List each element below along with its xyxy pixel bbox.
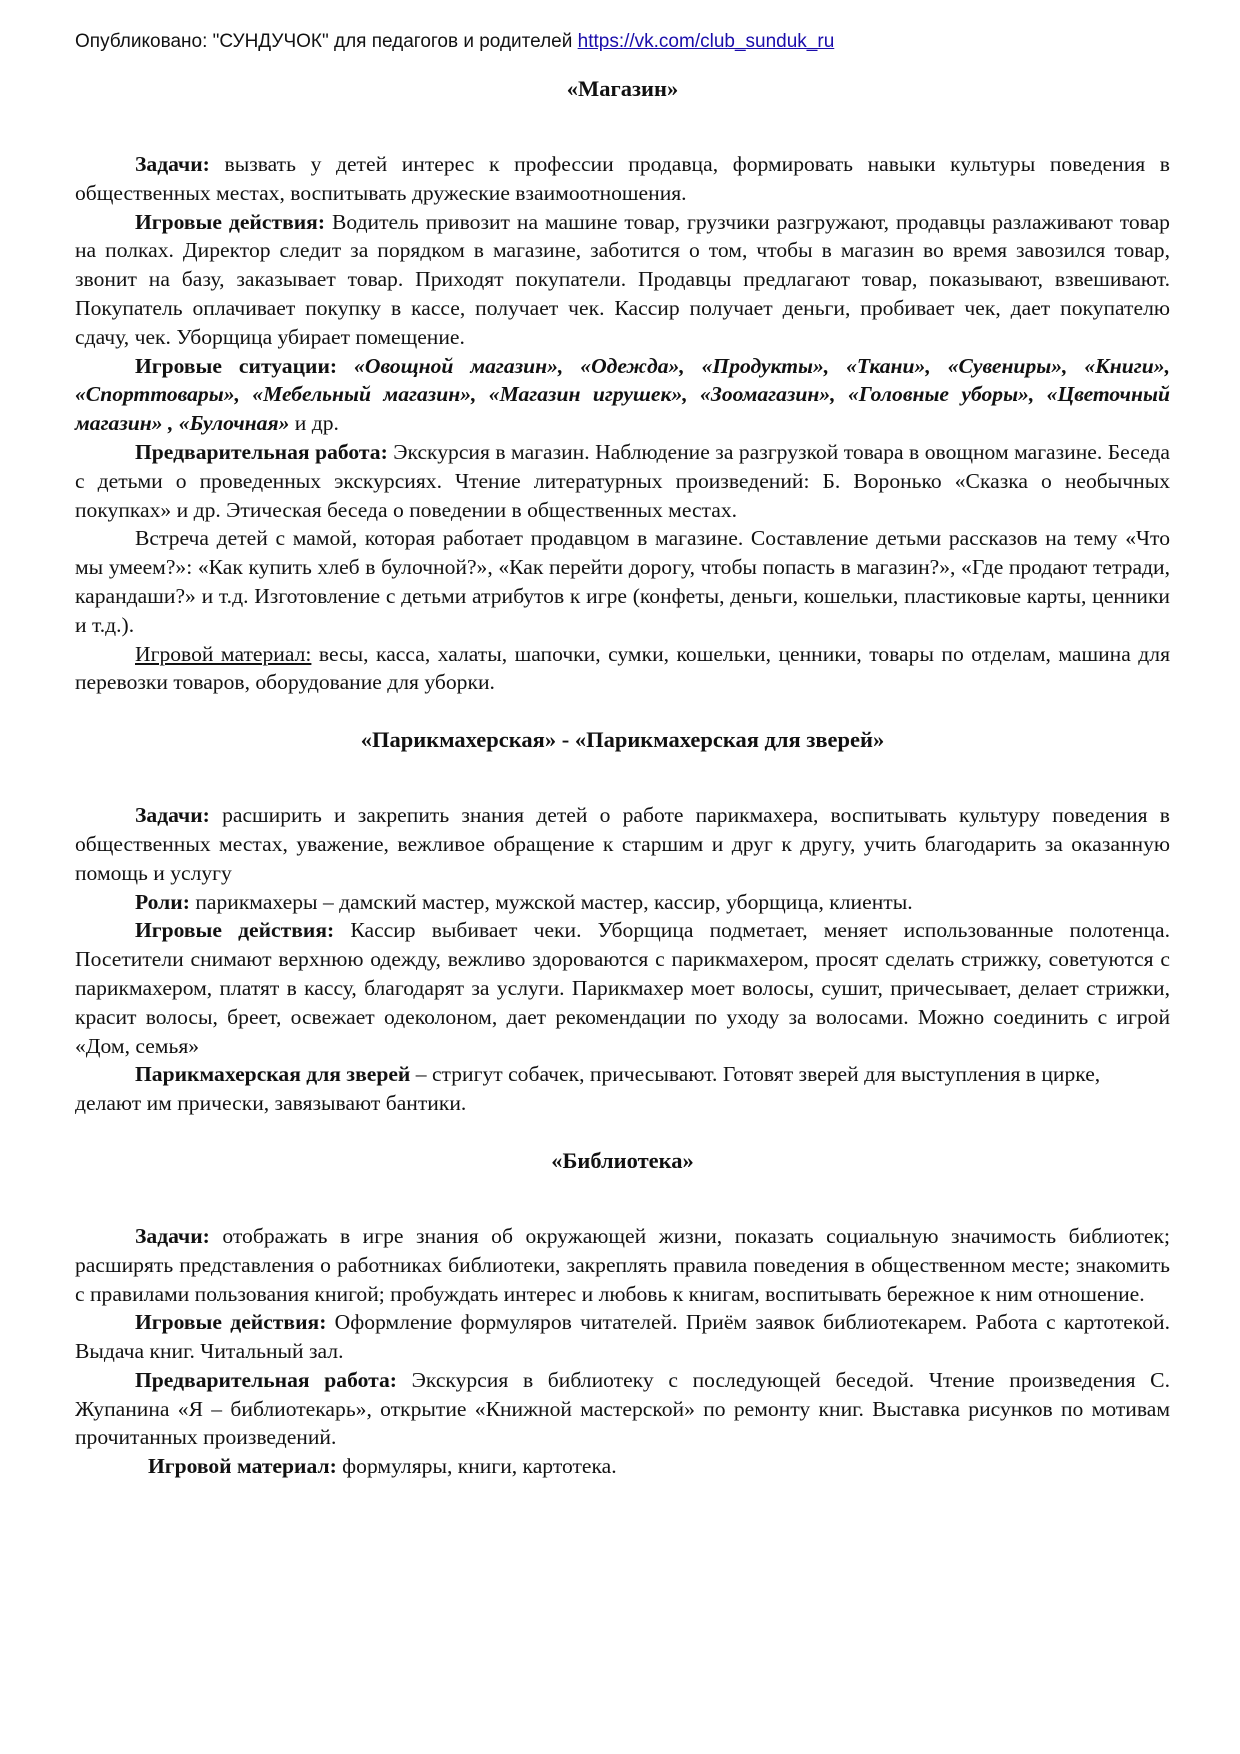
section-title-library: «Библиотека» (551, 1147, 694, 1173)
barber-animals-text: – стригут собачек, причесывают. Готовят зверей для выступления в цирке, делают им прически, завязывают бантики. (75, 1062, 1101, 1116)
section-title-shop: «Магазин» (566, 76, 679, 101)
library-actions-label: Игровые действия: (135, 1310, 327, 1335)
shop-prep-text: Экскурсия в магазин. Наблюдение за разгрузкой товара в овощном магазине. Беседа с детьми о проведенных экскурсиях. Чтение литературных произведений: Б. Воронько «Сказка о необычных покупках» и др. Этическая беседа о поведении в общественных местах. (75, 439, 1170, 522)
library-prep-label: Предварительная работа: (135, 1367, 397, 1392)
library-actions-text: Оформление формуляров читателей. Приём заявок библиотекарем. Работа с картотекой. Выдача книг. Читальный зал. (75, 1310, 1170, 1364)
shop-meeting: Встреча детей с мамой, которая работает продавцом в магазине. Составление детьми рассказов на тему «Что мы умеем?»: «Как купить хлеб в булочной?», «Как перейти дорогу, чтобы попасть в магазин?», «Где продают тетради, карандаши?» и т.д. Изготовление с детьми атрибутов к игре (конфеты, деньги, кошельки, пластиковые карты, ценники и т.д.). (75, 526, 1170, 637)
section-shop (75, 74, 1170, 697)
shop-situations-list: «Овощной магазин», «Одежда», «Продукты», «Ткани», «Сувениры», «Книги», «Спорттовары», «Мебельный магазин», «Магазин игрушек», «Зоомагазин», «Головные уборы», «Цветочный магазин» , «Булочная» (75, 353, 1170, 436)
library-tasks-text: отображать в игре знания об окружающей жизни, показать социальную значимость библиотек; расширять представления о работниках библиотеки, закреплять правила поведения в общественном месте; знакомить с правилами пользования книгой; пробуждать интерес и любовь к книгам, воспитывать бережное к ним отношение. (75, 1223, 1170, 1306)
library-prep-text: Экскурсия в библиотеку с последующей беседой. Чтение произведения С. Жупанина «Я – библиотекарь», открытие «Книжной мастерской» по ремонту книг. Выставка рисунков по мотивам прочитанных произведений. (75, 1367, 1170, 1450)
library-material-label: Игровой материал: (148, 1454, 337, 1479)
publisher-text: Опубликовано: "СУНДУЧОК" для педагогов и родителей (75, 31, 578, 52)
barber-tasks-label: Задачи: (135, 803, 210, 828)
shop-tasks (75, 150, 1170, 208)
library-actions (75, 1308, 1170, 1366)
shop-actions-text: Водитель привозит на машине товар, грузчики разгружают, продавцы разлаживают товар на полках. Директор следит за порядком в магазине, заботится о том, чтобы в магазин во время завозился товар, звонит на базу, заказывает товар. Приходят покупатели. Продавцы предлагают товар, показывают, взвешивают. Покупатель оплачивает покупку в кассе, получает чек. Кассир получает деньги, пробивает чек, дает покупателю сдачу, чек. Уборщица убирает помещение. (75, 209, 1170, 349)
document-body (75, 74, 1170, 1481)
barber-actions (75, 916, 1170, 1060)
shop-situations-label: Игровые ситуации: (135, 353, 338, 378)
barber-tasks-text: расширить и закрепить знания детей о работе парикмахера, воспитывать культуру поведения в общественных местах, уважение, вежливое обращение к старшим и друг к другу, учить благодарить за оказанную помощь и услугу (75, 803, 1170, 885)
shop-tasks-label: Задачи: (135, 152, 210, 176)
shop-prep-label: Предварительная работа: (135, 439, 388, 464)
shop-material-text: весы, касса, халаты, шапочки, сумки, кошельки, ценники, товары по отделам, машина для перевозки товаров, оборудование для уборки. (75, 641, 1171, 695)
shop-material-label: Игровой материал: (135, 641, 312, 666)
publisher-header (75, 30, 1175, 54)
barber-roles-label: Роли: (135, 889, 190, 914)
shop-situations (75, 352, 1170, 438)
barber-roles (75, 888, 1170, 917)
shop-prep (75, 438, 1170, 524)
barber-animals-label: Парикмахерская для зверей (135, 1062, 411, 1087)
section-library (75, 1146, 1170, 1481)
shop-material (75, 640, 1170, 698)
library-material (75, 1452, 1170, 1481)
library-tasks-label: Задачи: (135, 1223, 210, 1248)
shop-situations-end: и др. (289, 411, 339, 436)
library-tasks (75, 1222, 1170, 1308)
barber-actions-text: Кассир выбивает чеки. Уборщица подметает, меняет использованные полотенца. Посетители снимают верхнюю одежду, вежливо здороваются с парикмахером, просят сделать стрижку, советуются с парикмахером, платят в кассу, благодарят за услуги. Парикмахер моет волосы, сушит, причесывает, делает стрижки, красит волосы, бреет, освежает одеколоном, дает рекомендации по уходу за волосами. Можно соединить с игрой «Дом, семья» (75, 918, 1170, 1058)
shop-actions-label: Игровые действия: (135, 209, 326, 234)
library-material-text: формуляры, книги, картотека. (336, 1454, 617, 1479)
barber-animals (75, 1060, 1170, 1118)
barber-roles-text: парикмахеры – дамский мастер, мужской мастер, кассир, уборщица, клиенты. (189, 889, 913, 914)
section-title-barber: «Парикмахерская» - «Парикмахерская для зверей» (360, 727, 885, 753)
shop-tasks-text: вызвать у детей интерес к профессии продавца, формировать навыки культуры поведения в общественных местах, воспитывать дружеские взаимоотношения. (75, 152, 1170, 205)
section-barber (75, 725, 1170, 1118)
barber-tasks (75, 801, 1170, 887)
library-prep (75, 1366, 1170, 1452)
publisher-link[interactable]: https://vk.com/club_sunduk_ru (577, 31, 835, 52)
shop-actions (75, 208, 1170, 352)
barber-actions-label: Игровые действия: (135, 918, 335, 943)
